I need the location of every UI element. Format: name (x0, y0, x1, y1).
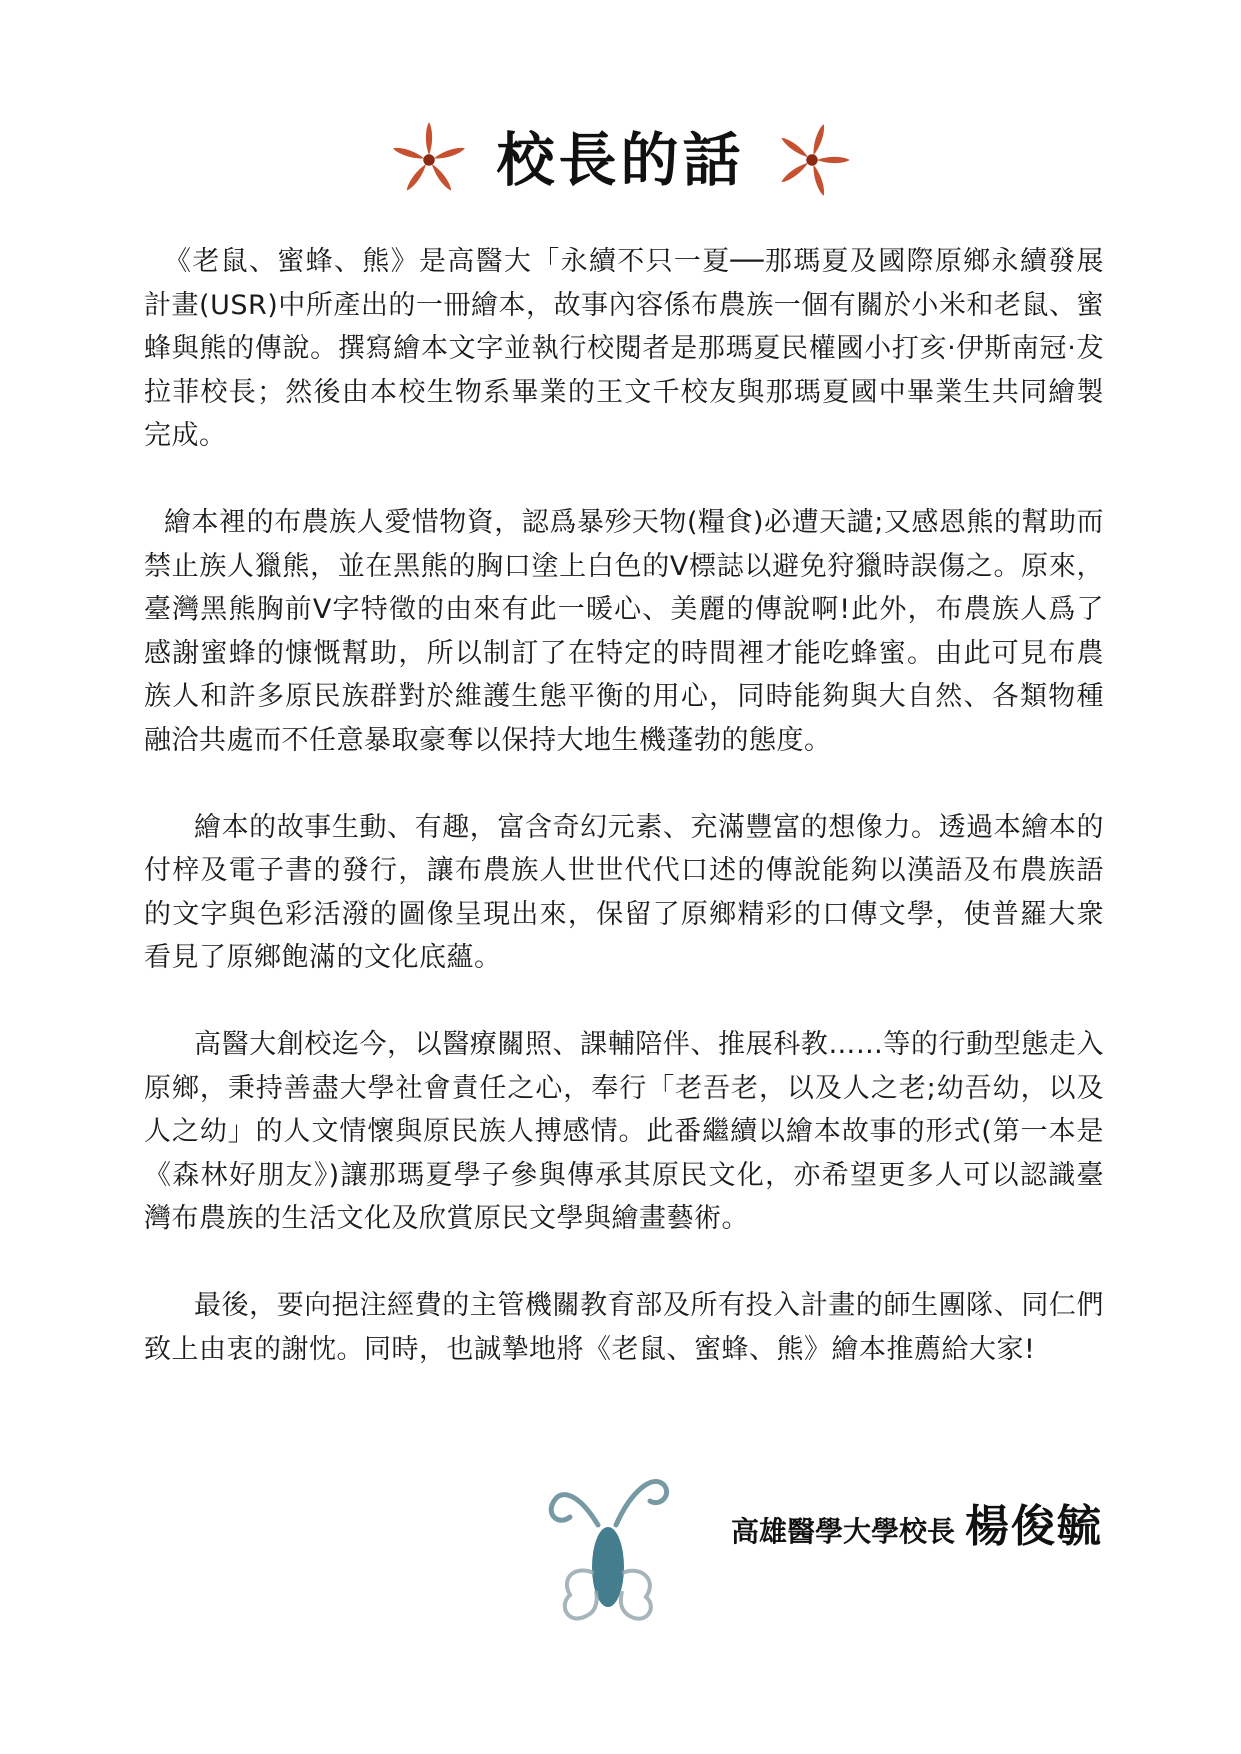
page-title: 校長的話 (496, 126, 745, 194)
letter-body (144, 240, 1104, 1415)
paragraph-4: 高醫大創校迄今，以醫療關照、課輔陪伴、推展科教……等的行動型態走入原鄉，秉持善盡大學社會責任之心，奉行「老吾老，以及人之老;幼吾幼，以及人之幼」的人文情懷與原民族人搏感情。此番繼續以繪本故事的形式(第一本是《森林好朋友》)讓那瑪夏學子參與傳承其原民文化，亦希望更多人可以認識臺灣布農族的生活文化及欣賞原民文學與繪畫藝術。 (144, 1029, 1104, 1234)
paragraph-5: 最後，要向挹注經費的主管機關教育部及所有投入計畫的師生團隊、同仁們致上由衷的謝忱。同時，也誠摯地將《老鼠、蜜蜂、熊》繪本推薦給大家! (144, 1290, 1104, 1365)
title-row (0, 105, 1241, 215)
paragraph-1: 《老鼠、蜜蜂、熊》是高醫大「永續不只一夏──那瑪夏及國際原鄉永續發展計畫(USR)中所產出的一冊繪本，故事內容係布農族一個有關於小米和老鼠、蜜蜂與熊的傳說。撰寫繪本文字並執行校閱者是那瑪夏民權國小打亥‧伊斯南冠‧犮拉菲校長；然後由本校生物系畢業的王文千校友與那瑪夏國中畢業生共同繪製完成。 (144, 246, 1104, 451)
red-flower-icon (388, 119, 470, 201)
signature-name: 楊俊毓 (965, 1501, 1103, 1552)
paragraph-3: 繪本的故事生動、有趣，富含奇幻元素、充滿豐富的想像力。透過本繪本的付梓及電子書的發行，讓布農族人世世代代口述的傳說能夠以漢語及布農族語的文字與色彩活潑的圖像呈現出來，保留了原鄉精彩的口傳文學，使普羅大衆看見了原鄉飽滿的文化底蘊。 (144, 811, 1104, 973)
red-flower-icon (771, 119, 853, 201)
signature (731, 1490, 1103, 1554)
paragraph-2: 繪本裡的布農族人愛惜物資，認爲暴殄天物(糧食)必遭天譴;又感恩熊的幫助而禁止族人獵熊，並在黑熊的胸口塗上白色的V標誌以避免狩獵時誤傷之。原來，臺灣黑熊胸前V字特徵的由來有此一暖心、美麗的傳說啊!此外，布農族人爲了感謝蜜蜂的慷慨幫助，所以制訂了在特定的時間裡才能吃蜂蜜。由此可見布農族人和許多原民族群對於維護生態平衡的用心，同時能夠與大自然、各類物種融洽共處而不任意暴取豪奪以保持大地生機蓬勃的態度。 (144, 507, 1104, 756)
signature-organization: 高雄醫學大學校長 (730, 1515, 955, 1548)
butterfly-icon (540, 1455, 680, 1645)
